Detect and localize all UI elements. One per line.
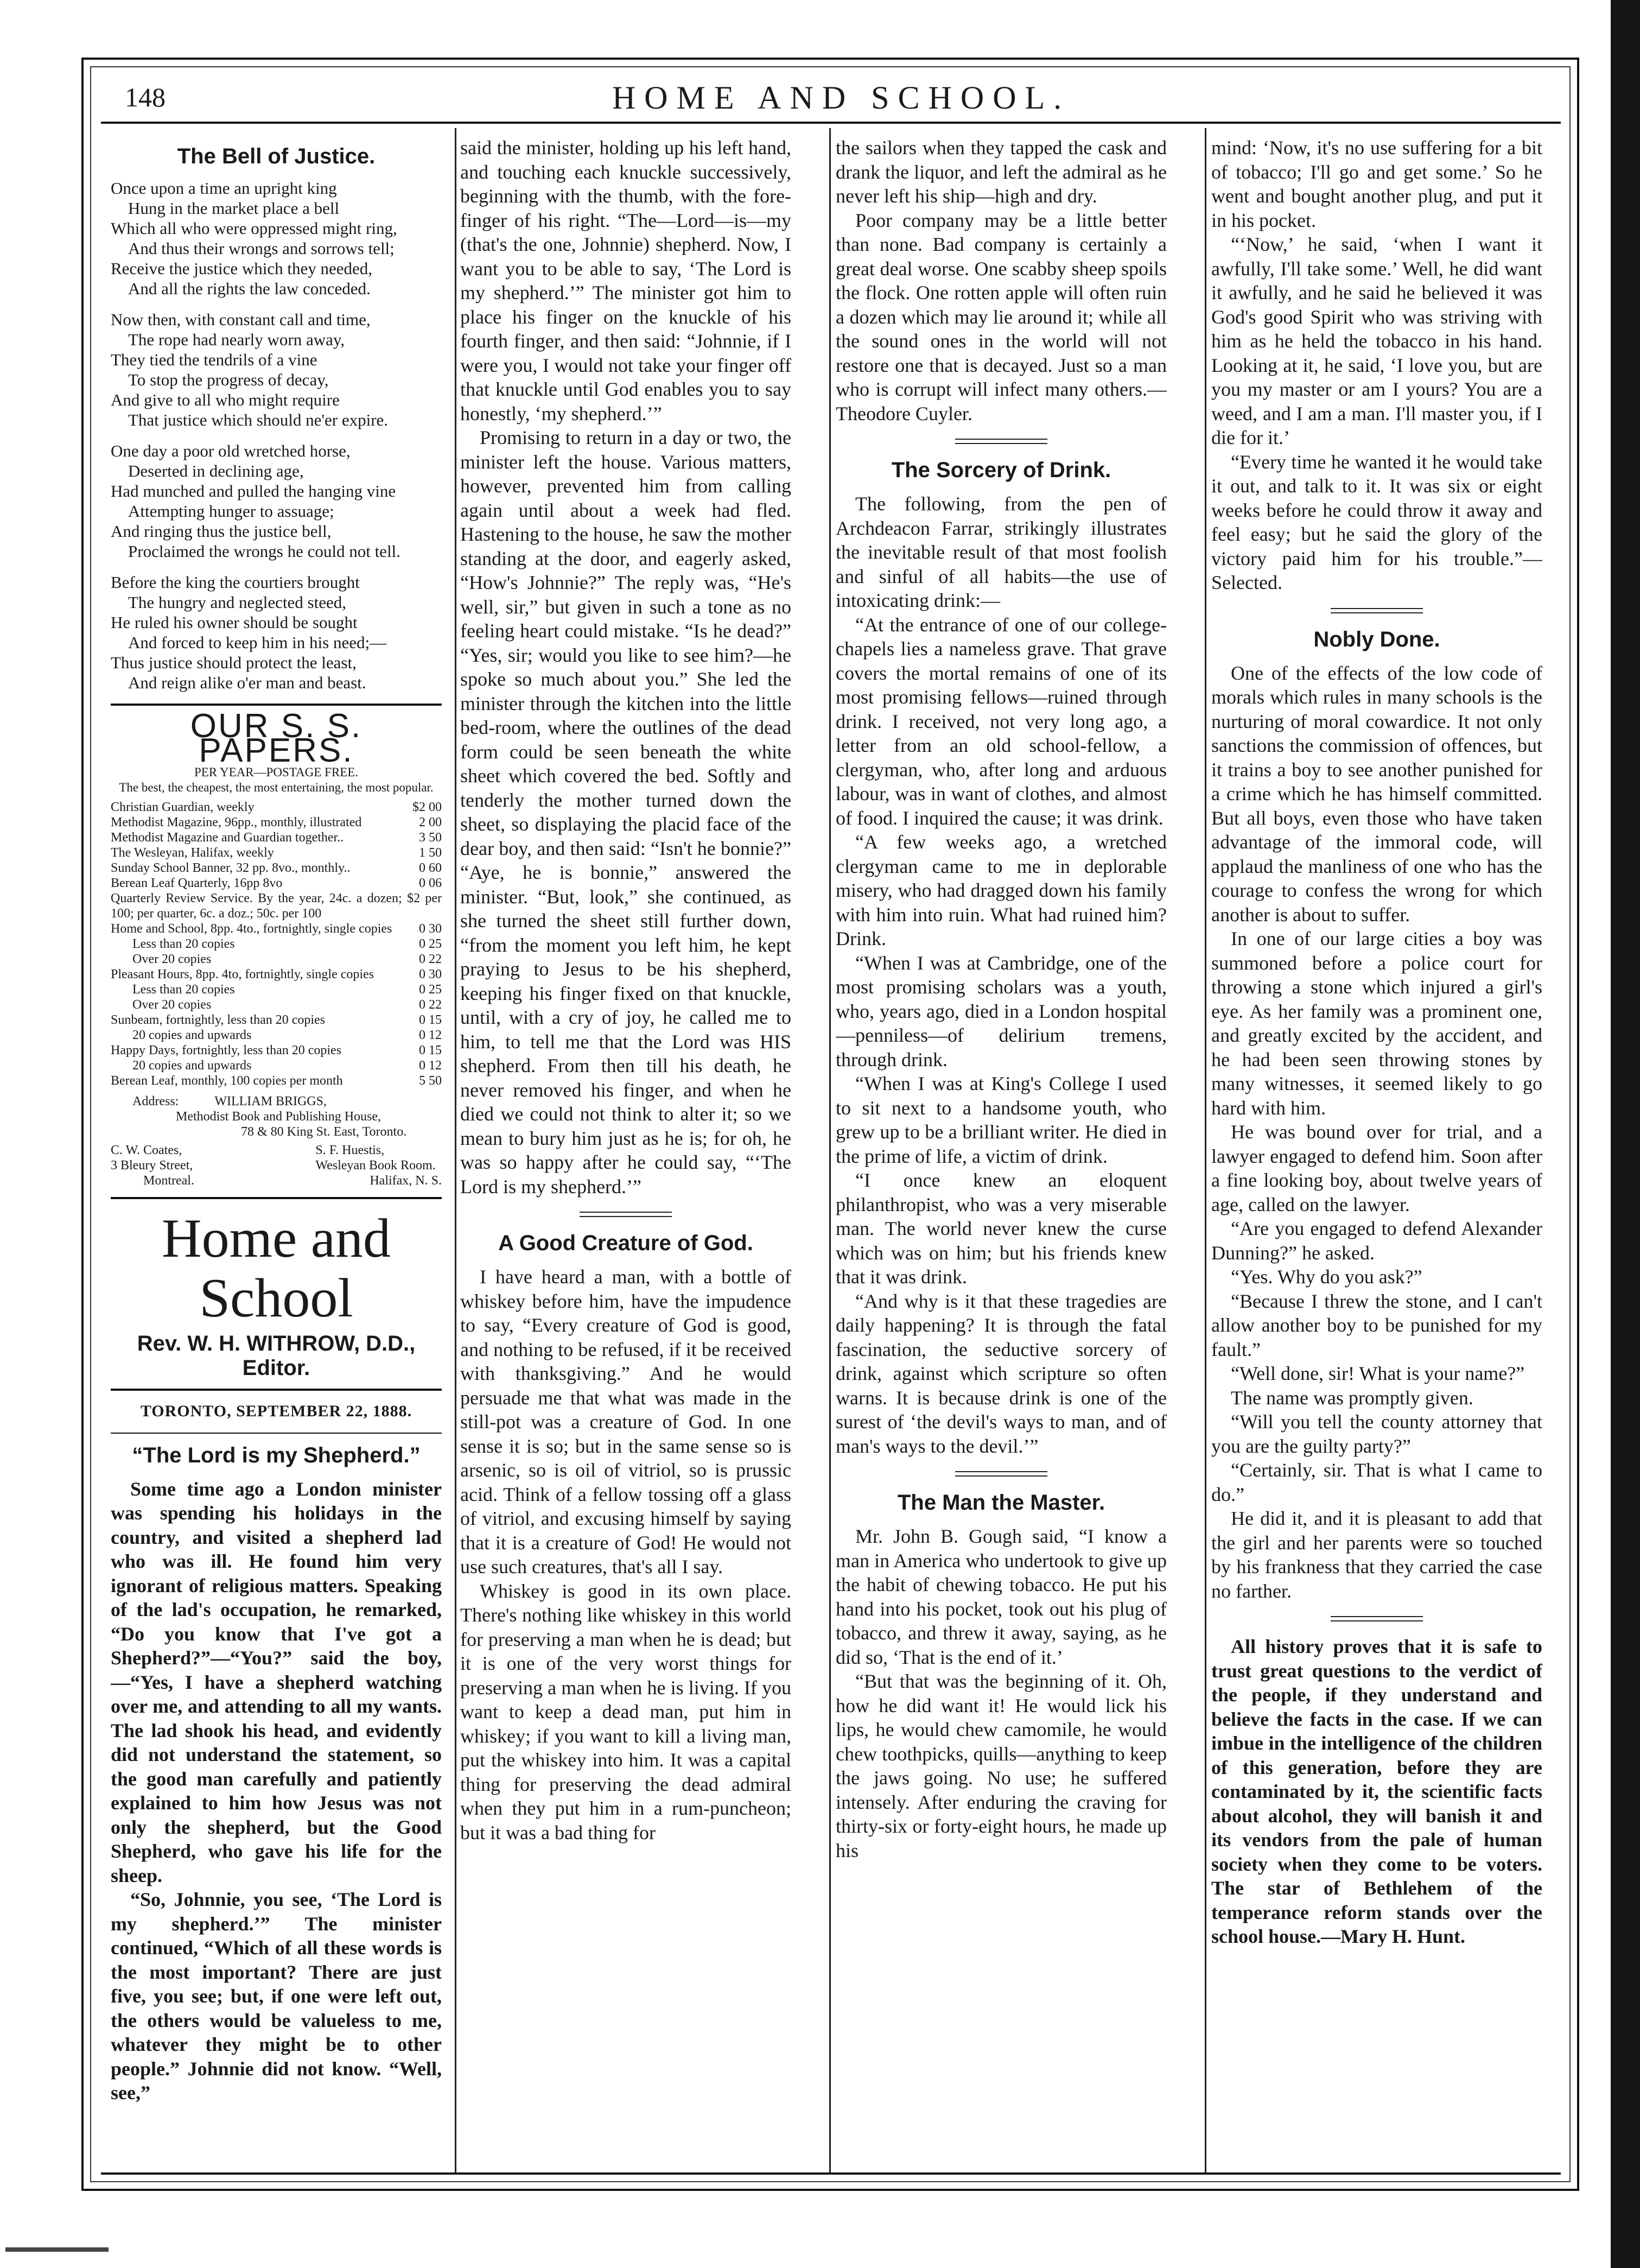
separator (1331, 1616, 1423, 1621)
price-row (111, 815, 442, 830)
separator (580, 1212, 672, 1217)
column-rule (829, 128, 831, 2175)
section-rule (111, 1433, 442, 1434)
poem-line: Hung in the market place a bell (128, 199, 340, 218)
nobly-paragraph: “Will you tell the county attorney that you are the guilty party?” (1211, 1411, 1542, 1457)
nobly-paragraph: One of the effects of the low code of morals which rules in many schools is the nurturing of moral cowardice. It not only sanctions the commission of offences, but it trains a boy to see another punished for a crime which he has himself committed. But all boys, even those who have taken advantage of the immoral code, will applaud the manliness of one who has the courage to confess the wrong for which another is about to suffer. (1211, 662, 1542, 926)
poem-line: He ruled his owner should be sought (111, 613, 358, 632)
price-value: 2 00 (419, 815, 442, 829)
poem-line: And reign alike o'er man and beast. (128, 673, 366, 692)
price-value: 0 22 (419, 952, 442, 966)
separator (1331, 608, 1423, 613)
editor-line: Rev. W. H. WITHROW, D.D., Editor. (137, 1332, 416, 1380)
agent-line: S. F. Huestis, (315, 1143, 385, 1157)
poem-line: Which all who were oppressed might ring, (111, 219, 397, 238)
price-row (111, 1058, 442, 1073)
sorcery-paragraph: “I once knew an eloquent philanthropist, who was a very miserable man. The world never knew the curse which was on him; but his friends knew that it was drink. (836, 1169, 1167, 1288)
shepherd-paragraph: Promising to return in a day or two, the minister left the house. Various matters, however, prevented him from calling again until about a week had fled. Hastening to the house, he saw the mother standing at the door, and eagerly asked, “How's Johnnie?” The reply was, “He's well, sir,” but given in such a tone as no feeling heart could mistake. “Is he dead?” “Yes, sir; would you like to see him?—he spoke so much about you.” She led the minister through the kitchen into the little bed-room, where the outlines of the dead form could be seen beneath the white sheet which covered the bed. Softly and tenderly the mother turned down the sheet, so displaying the placid face of the dear boy, and then said: “Isn't he bonnie?” “Aye, he is bonnie,” answered the minister. “But, look,” she continued, as she turned the sheet still further down, “from the moment you left him, he kept praying to Jesus to be his shepherd, keeping his finger fixed on that knuckle, until, with a cry of joy, he called me to him, to tell me that the Lord was HIS shepherd. From then till his death, he never removed his finger, and when he died we could not think to alter it; so we mean to bury him just as he is; for oh, he was so happy after he could say, “‘The Lord is my shepherd.’” (460, 427, 791, 1198)
poem-line: Had munched and pulled the hanging vine (111, 482, 396, 501)
column-rule (455, 128, 456, 2175)
nobly-paragraph: In one of our large cities a boy was summoned before a police court for throwing a stone which injured a girl's eye. As her family was a prominent one, and greatly excited by the accident, and he had been seen throwing stones by many witnesses, it seemed likely to go hard with him. (1211, 928, 1542, 1119)
price-row (111, 800, 442, 815)
price-row (111, 921, 442, 936)
stanza (111, 178, 442, 299)
poem-line: And forced to keep him in his need;— (128, 633, 387, 652)
poem-line: Proclaimed the wrongs he could not tell. (128, 542, 401, 561)
nobly-paragraph: He did it, and it is pleasant to add that the girl and her parents were so touched by his frankness that they carried the case no farther. (1211, 1507, 1542, 1602)
column-2 (460, 136, 791, 2166)
dateline: TORONTO, SEPTEMBER 22, 1888. (140, 1402, 412, 1420)
poem-line: Thus justice should protect the least, (111, 653, 357, 672)
price-label: Sunday School Banner, 32 pp. 8vo., monthly.. (111, 861, 351, 875)
history-paragraph: All history proves that it is safe to trust great questions to the verdict of the people, if they understand and believe the facts in the case. If we can imbue in the intelligence of the children of this generation, before they are contaminated by it, the scientific facts about alcohol, they will banish it and its vendors from the pale of human society when they come to be voters. The star of Bethlehem of the temperance reform stands over the school house.—Mary H. Hunt. (1211, 1636, 1542, 1947)
footer-rule (101, 2172, 1561, 2175)
agent-line: Wesleyan Book Room. (315, 1158, 436, 1173)
price-label: Methodist Magazine, 96pp., monthly, illustrated (111, 815, 362, 829)
price-value: $2 00 (412, 800, 442, 814)
agents (111, 1143, 442, 1188)
nobly-paragraph: “Because I threw the stone, and I can't allow another boy to be punished for my fault.” (1211, 1290, 1542, 1360)
price-label: The Wesleyan, Halifax, weekly (111, 846, 274, 860)
price-value: 1 50 (419, 846, 442, 860)
poem-line: The hungry and neglected steed, (128, 593, 346, 612)
agent-halifax (315, 1143, 442, 1188)
column-1 (111, 136, 442, 2166)
sorcery-paragraph: The following, from the pen of Archdeacon Farrar, strikingly illustrates the inevitable result of that most foolish and sinful of all habits—the use of intoxicating drink:— (836, 493, 1167, 611)
price-row (111, 860, 442, 876)
section-rule (111, 1389, 442, 1391)
publisher-street: 78 & 80 King St. East, Toronto. (241, 1125, 407, 1139)
price-label: Sunbeam, fortnightly, less than 20 copies (111, 1013, 326, 1027)
section-rule (111, 704, 442, 706)
sorcery-paragraph: “A few weeks ago, a wretched clergyman came to me in deplorable misery, who had dragged down his family with him into ruin. What had ruined him? Drink. (836, 831, 1167, 949)
shepherd-title: “The Lord is my Shepherd.” (132, 1443, 421, 1467)
nobly-paragraph: He was bound over for trial, and a lawyer engaged to defend him. Soon after a fine looking boy, about twelve years of age, called on the lawyer. (1211, 1121, 1542, 1215)
poem-line: And ringing thus the justice bell, (111, 522, 332, 541)
price-label: 20 copies and upwards (132, 1059, 252, 1073)
price-label: Methodist Magazine and Guardian together.. (111, 831, 344, 845)
price-label: Berean Leaf Quarterly, 16pp 8vo (111, 876, 283, 890)
price-row (111, 830, 442, 845)
poem-line: The rope had nearly worn away, (128, 330, 345, 349)
price-value: 0 15 (419, 1043, 442, 1057)
section-rule (111, 1197, 442, 1199)
creature-paragraph: Whiskey is good in its own place. There's nothing like whiskey in this world for preserving a man when he is dead; but it is one of the very worst things for preserving a man when he is living. If you want to keep a dead man, put him in whiskey; if you want to kill a living man, put the whiskey into him. It was a capital thing for preserving the dead admiral when they put him in a rum-puncheon; but it was a bad thing for (460, 1580, 791, 1843)
poem-line: And give to all who might require (111, 390, 340, 409)
publisher-block (111, 1094, 442, 1139)
price-value: 0 25 (419, 983, 442, 997)
creature-paragraph: Poor company may be a little better than none. Bad company is certainly a great deal worse. One scabby sheep spoils the flock. One rotten apple will often ruin a dozen which may lie around it; while all the sound ones in the world will not restore one that is decayed. Just so a man who is corrupt will infect many others.—Theodore Cuyler. (836, 209, 1167, 425)
poem-line: Before the king the courtiers brought (111, 573, 360, 592)
price-row (111, 997, 442, 1012)
scan-edge (1611, 0, 1640, 2268)
price-value: 0 15 (419, 1013, 442, 1027)
poem-line: To stop the progress of decay, (128, 370, 329, 389)
price-value: 0 30 (419, 967, 442, 981)
poem-line: That justice which should ne'er expire. (128, 410, 389, 429)
price-value: 0 60 (419, 861, 442, 875)
master-paragraph: “But that was the beginning of it. Oh, how he did want it! He would lick his lips, he would chew camomile, he would chew toothpicks, quills—anything to keep the jaws going. No use; he suffered intensely. After enduring the craving for thirty-six or forty-eight hours, he made up his (836, 1670, 1167, 1861)
price-label: Christian Guardian, weekly (111, 800, 255, 814)
shepherd-paragraph: “So, Johnnie, you see, ‘The Lord is my shepherd.’” The minister continued, “Which of all these words is the most important? There are just five, you see; but, if one were left out, the others would be valueless to me, whatever they might be to other people.” Johnnie did not know. “Well, see,” (111, 1889, 442, 2104)
price-row (111, 876, 442, 891)
stanza (111, 572, 442, 693)
price-label: Home and School, 8pp. 4to., fortnightly, single copies (111, 922, 392, 936)
price-value: 0 22 (419, 998, 442, 1012)
shepherd-paragraph: said the minister, holding up his left hand, and touching each knuckle successively, beginning with the thumb, with the fore-finger of his right. “The—Lord—is—my (that's the one, Johnnie) shepherd. Now, I want you to be able to say, ‘The Lord is my shepherd.’” The minister got him to place his finger on the knuckle of his fourth finger, and then said: “Johnnie, if I were you, I would not take your finger off that knuckle until God enables you to say honestly, ‘my shepherd.’” (460, 137, 791, 425)
nobly-paragraph: “Well done, sir! What is your name?” (1231, 1363, 1525, 1384)
price-label: Less than 20 copies (132, 937, 235, 951)
nobly-paragraph: “Certainly, sir. That is what I came to do.” (1211, 1459, 1542, 1505)
poem-line: They tied the tendrils of a vine (111, 350, 317, 369)
stanza (111, 309, 442, 430)
papers-tagline: The best, the cheapest, the most entertaining, the most popular. (119, 781, 434, 794)
shepherd-paragraph: Some time ago a London minister was spending his holidays in the country, and visited a shepherd lad who was ill. He found him very ignorant of religious matters. Speaking of the lad's occupation, he remarked, “Do you know that I've got a Shepherd?”—“You?” said the boy,—“Yes, I have a shepherd watching over me, and attending to all my wants. The lad shook his head, and evidently did not understand the statement, so the good man carefully and patiently explained to him how Jesus was not only the shepherd, but the Good Shepherd, who gave his life for the sheep. (111, 1478, 442, 1886)
agent-line: C. W. Coates, (111, 1143, 182, 1157)
address-label: Address: (132, 1094, 179, 1108)
creature-title: A Good Creature of God. (498, 1231, 753, 1255)
price-label: Pleasant Hours, 8pp. 4to, fortnightly, single copies (111, 967, 374, 981)
poem-line: And thus their wrongs and sorrows tell; (128, 239, 395, 258)
publisher-name: WILLIAM BRIGGS, (214, 1094, 327, 1108)
column-3 (836, 136, 1167, 2166)
column-4 (1211, 136, 1542, 2166)
agent-line: 3 Bleury Street, (111, 1158, 193, 1173)
price-row (111, 936, 442, 952)
price-row (111, 967, 442, 982)
creature-paragraph: I have heard a man, with a bottle of whiskey before him, have the impudence to say, “Every creature of God is good, and nothing to be refused, if it be received with thanksgiving.” And he would persuade me that what was made in the still-pot was a creature of God. In one sense it is so; but in the same sense so is arsenic, so is oil of vitriol, so is prussic acid. Think of a fellow tossing off a glass of vitriol, and excusing himself by saying that it is a creature of God! He would not use such creatures, that's all I say. (460, 1266, 791, 1578)
creature-paragraph: the sailors when they tapped the cask and drank the liquor, and left the admiral as he never left his ship—high and dry. (836, 137, 1167, 207)
price-list (111, 800, 442, 1088)
master-paragraph: “Every time he wanted it he would take it out, and talk to it. It was six or eight weeks before he could throw it away and feel easy; but he said the glory of the victory paid him for his trouble.”—Selected. (1211, 451, 1542, 593)
price-row (111, 1073, 442, 1088)
header-rule (101, 122, 1561, 124)
poem-line: And all the rights the law conceded. (128, 279, 371, 298)
sorcery-title: The Sorcery of Drink. (891, 458, 1111, 482)
price-label: Happy Days, fortnightly, less than 20 copies (111, 1043, 342, 1057)
agent-line: Montreal. (143, 1174, 194, 1188)
price-value: 5 50 (419, 1074, 442, 1088)
bell-poem (111, 178, 442, 693)
bell-title: The Bell of Justice. (177, 144, 376, 168)
nobly-title: Nobly Done. (1313, 627, 1440, 651)
page-number: 148 (125, 82, 166, 112)
papers-title: OUR S. S. PAPERS. (190, 707, 363, 769)
price-row (111, 982, 442, 997)
price-row (111, 1043, 442, 1058)
separator (955, 439, 1047, 444)
agent-line: Halifax, N. S. (370, 1174, 442, 1188)
price-row (111, 1012, 442, 1028)
price-row (111, 952, 442, 967)
price-value: 0 12 (419, 1059, 442, 1073)
price-label: Less than 20 copies (132, 983, 235, 997)
price-note: Quarterly Review Service. By the year, 24c. a dozen; $2 per 100; per quarter, 6c. a doz.; 50c. per 100 (111, 891, 442, 921)
price-label: Berean Leaf, monthly, 100 copies per month (111, 1074, 343, 1088)
stanza (111, 441, 442, 561)
price-row (111, 845, 442, 860)
nobly-paragraph: The name was promptly given. (1231, 1386, 1473, 1409)
price-row (111, 1028, 442, 1043)
master-paragraph: mind: ‘Now, it's no use suffering for a bit of tobacco; I'll go and get some.’ So he went and bought another plug, and put it in his pocket. (1211, 137, 1542, 231)
poem-line: Now then, with constant call and time, (111, 310, 371, 329)
poem-line: Attempting hunger to assuage; (128, 502, 334, 521)
price-value: 3 50 (419, 831, 442, 845)
sorcery-paragraph: “When I was at King's College I used to sit next to a handsome youth, who grew up to be a brilliant writer. He died in the prime of life, a victim of drink. (836, 1073, 1167, 1167)
master-paragraph: Mr. John B. Gough said, “I know a man in America who undertook to give up the habit of chewing tobacco. He put his hand into his pocket, took out his plug of tobacco, and threw it away, saying, as he did so, ‘That is the end of it.’ (836, 1525, 1167, 1668)
price-value: 0 06 (419, 876, 442, 890)
home-and-school-title: Home and School (161, 1208, 391, 1329)
master-title: The Man the Master. (897, 1491, 1105, 1515)
poem-line: Deserted in declining age, (128, 461, 304, 480)
price-label: Over 20 copies (132, 952, 212, 966)
poem-line: Once upon a time an upright king (111, 179, 337, 198)
scan-smudge (5, 2247, 109, 2252)
master-paragraph: “‘Now,’ he said, ‘when I want it awfully, I'll take some.’ Well, he did want it awfully, and he said he believed it was God's good Spirit who was striving with him as he held the tobacco in his hand. Looking at it, he said, ‘I love you, but are you my master or am I yours? You are a weed, and I am a man. I'll master you, if I die for it.’ (1211, 233, 1542, 448)
price-label: Over 20 copies (132, 998, 212, 1012)
nobly-paragraph: “Yes. Why do you ask?” (1231, 1266, 1422, 1288)
sorcery-paragraph: “When I was at Cambridge, one of the most promising scholars was a youth, who, years ago, died in a London hospital—penniless—of delirium tremens, through drink. (836, 952, 1167, 1070)
price-label: 20 copies and upwards (132, 1028, 252, 1042)
sorcery-paragraph: “At the entrance of one of our college-chapels lies a nameless grave. That grave covers the mortal remains of one of its most promising fellows—ruined through drink. I received, not very long ago, a letter from an old school-fellow, a clergyman, who, after long and arduous labour, was in want of clothes, and almost of food. I inquired the cause; it was drink. (836, 613, 1167, 829)
price-value: 0 30 (419, 922, 442, 936)
masthead: HOME AND SCHOOL. (612, 80, 1071, 116)
price-value: 0 12 (419, 1028, 442, 1042)
sorcery-paragraph: “And why is it that these tragedies are daily happening? It is through the fatal fascination, the seductive sorcery of drink, against which scripture so often warns. It is because drink is one of the surest of ‘the devil's ways to man, and of man's ways to the devil.’” (836, 1290, 1167, 1457)
publisher-house: Methodist Book and Publishing House, (176, 1110, 382, 1124)
column-rule (1205, 128, 1206, 2175)
nobly-paragraph: “Are you engaged to defend Alexander Dunning?” he asked. (1211, 1218, 1542, 1264)
poem-line: Receive the justice which they needed, (111, 259, 373, 278)
papers-subtitle: PER YEAR—POSTAGE FREE. (194, 765, 359, 779)
separator (955, 1471, 1047, 1477)
price-value: 0 25 (419, 937, 442, 951)
poem-line: One day a poor old wretched horse, (111, 441, 351, 460)
agent-montreal (111, 1143, 194, 1188)
